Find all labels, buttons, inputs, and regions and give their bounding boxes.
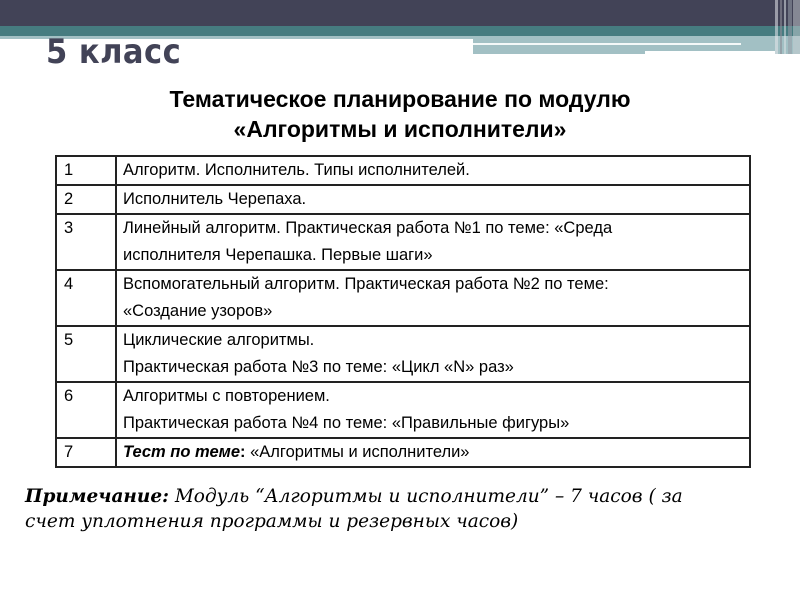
row-number: 4 <box>56 270 116 326</box>
row-number: 3 <box>56 214 116 270</box>
header-stripe <box>784 0 786 54</box>
row-number: 1 <box>56 156 116 185</box>
topic-line: Практическая работа №3 по теме: «Цикл «N» раз» <box>123 358 514 376</box>
row-topic <box>116 270 750 326</box>
topic-line: «Создание узоров» <box>123 302 273 320</box>
table-row <box>56 156 750 185</box>
row-topic <box>116 156 750 185</box>
row-number: 6 <box>56 382 116 438</box>
header-stripe <box>780 0 782 54</box>
header-stripe <box>788 0 792 54</box>
row-topic <box>116 214 750 270</box>
test-topic: «Алгоритмы и исполнители» <box>245 443 470 461</box>
row-topic <box>116 382 750 438</box>
subtitle <box>0 84 800 144</box>
table-row <box>56 214 750 270</box>
table-row <box>56 438 750 467</box>
test-label: Тест по теме <box>123 443 241 461</box>
topic-line: Линейный алгоритм. Практическая работа №1 по теме: «Среда <box>123 219 613 237</box>
row-topic <box>116 326 750 382</box>
subtitle-line-2: «Алгоритмы и исполнители» <box>233 116 567 142</box>
topic-line: Вспомогательный алгоритм. Практическая работа №2 по теме: <box>123 275 609 293</box>
table-row <box>56 326 750 382</box>
header-white-line <box>473 43 741 45</box>
topic-line: Алгоритмы с повторением. <box>123 387 330 405</box>
topic-line: исполнителя Черепашка. Первые шаги» <box>123 246 433 264</box>
topic-line: Алгоритм. Исполнитель. Типы исполнителей. <box>123 161 470 179</box>
table-row <box>56 185 750 214</box>
topic-line: Практическая работа №4 по теме: «Правильные фигуры» <box>123 414 570 432</box>
plan-table <box>55 155 751 468</box>
note-text-1: Модуль “Алгоритмы и исполнители” – 7 часов ( за <box>168 486 683 507</box>
row-topic <box>116 185 750 214</box>
note-label: Примечание: <box>25 486 169 507</box>
note <box>25 484 770 534</box>
row-topic <box>116 438 750 467</box>
table-row <box>56 270 750 326</box>
table-row <box>56 382 750 438</box>
test-colon: : <box>240 443 246 461</box>
slide-title: 5 класс <box>46 32 182 72</box>
header-dark-band <box>0 0 800 26</box>
header-cutout <box>645 51 775 55</box>
topic-line: Циклические алгоритмы. <box>123 331 315 349</box>
header-stripe <box>775 0 778 54</box>
row-number: 2 <box>56 185 116 214</box>
row-number: 5 <box>56 326 116 382</box>
row-number: 7 <box>56 438 116 467</box>
note-text-2: счет уплотнения программы и резервных часов) <box>25 511 519 532</box>
topic-line: Исполнитель Черепаха. <box>123 190 307 208</box>
header-stripe <box>793 0 800 54</box>
subtitle-line-1: Тематическое планирование по модулю <box>169 86 631 112</box>
